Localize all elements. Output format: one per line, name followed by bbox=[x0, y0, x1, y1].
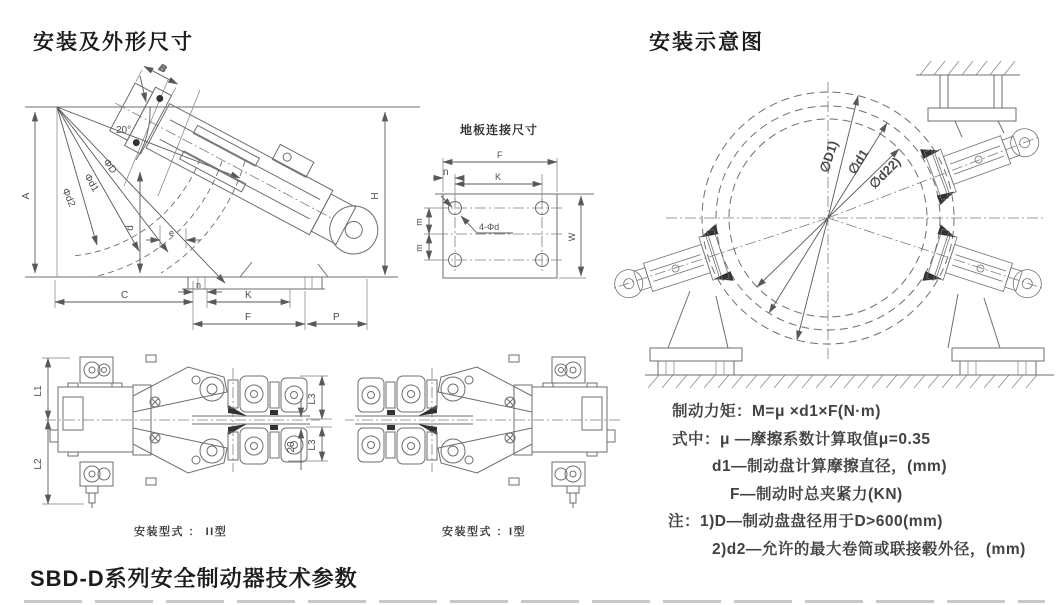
dim-label-L1: L1 bbox=[33, 385, 44, 397]
plate-dim-m-upper: m bbox=[414, 218, 424, 226]
mounting-type-ii-caption: 安装型式 ： II型 bbox=[134, 526, 228, 538]
note-line-F: F—制动时总夹紧力(KN) bbox=[730, 485, 903, 503]
plate-connection-view bbox=[414, 150, 594, 278]
table-top-edge bbox=[24, 600, 1045, 603]
outline-side-view bbox=[21, 52, 420, 330]
pedestal-lower-left bbox=[650, 291, 742, 375]
dim-label-phiD: ΦD bbox=[100, 157, 119, 176]
dim-label-L3-lower: L3 bbox=[307, 439, 318, 451]
schematic-dim-D: ∅D1) bbox=[816, 138, 841, 175]
plate-dim-n: n bbox=[443, 167, 449, 178]
dim-label-C: C bbox=[121, 290, 129, 301]
ground bbox=[645, 375, 1054, 388]
dim-label-L3-upper: L3 bbox=[307, 393, 318, 405]
outline-brake-unit bbox=[100, 52, 402, 270]
dim-label-phid2: Φd2 bbox=[59, 186, 78, 209]
dim-label-A: A bbox=[21, 192, 32, 200]
dim-label-H: H bbox=[370, 192, 381, 200]
formula-notes bbox=[668, 398, 1026, 563]
mounting-type-i-caption: 安装型式 ：I型 bbox=[442, 526, 527, 538]
front-view-type-ii-dims bbox=[33, 358, 332, 504]
note-line-d2: 2)d2—允许的最大卷筒或联接毂外径，(mm) bbox=[712, 540, 1026, 558]
schematic-dim-d1: ∅d1 bbox=[844, 146, 872, 177]
dim-label-L2: L2 bbox=[33, 458, 44, 470]
note-line-D: 注：1)D—制动盘盘径用于D>600(mm) bbox=[668, 513, 943, 530]
specs-section-title: SBD-D系列安全制动器技术参数 bbox=[30, 566, 358, 591]
plate-dim-m-lower: m bbox=[414, 244, 424, 252]
outline-section-title: 安装及外形尺寸 bbox=[33, 31, 194, 54]
ceiling-mount bbox=[916, 61, 1020, 137]
plate-dim-F: F bbox=[497, 150, 503, 160]
note-line-d1: d1—制动盘计算摩擦直径，(mm) bbox=[712, 458, 947, 475]
plate-dim-holes: 4-Φd bbox=[479, 222, 500, 232]
dim-label-F: F bbox=[245, 312, 252, 323]
dim-label-phid1: Φd1 bbox=[81, 172, 101, 195]
schematic-section-title: 安装示意图 bbox=[649, 31, 764, 54]
pedestal-lower-right bbox=[948, 294, 1044, 375]
front-view-type-ii bbox=[45, 355, 320, 508]
dim-label-n: n bbox=[196, 280, 202, 290]
dim-label-20: 20 bbox=[286, 441, 297, 453]
front-view-type-i bbox=[345, 355, 620, 508]
installation-schematic bbox=[606, 61, 1054, 388]
dim-label-e: e bbox=[169, 228, 175, 238]
plate-diagram-title: 地板连接尺寸 bbox=[460, 123, 539, 137]
dim-label-d: d bbox=[125, 225, 136, 231]
dim-label-K: K bbox=[245, 290, 252, 301]
plate-dim-K: K bbox=[495, 172, 502, 182]
dim-label-angle: 20° bbox=[116, 125, 132, 136]
dim-label-P: P bbox=[333, 312, 340, 323]
dim-label-B: B bbox=[156, 62, 169, 76]
plate-dim-W: W bbox=[567, 232, 577, 242]
schematic-dim-d2: ∅d22) bbox=[866, 154, 904, 192]
note-line-mu: 式中：μ —摩擦系数计算取值μ=0.35 bbox=[672, 430, 931, 448]
note-line-torque: 制动力矩：M=μ ×d1×F(N·m) bbox=[672, 403, 881, 420]
